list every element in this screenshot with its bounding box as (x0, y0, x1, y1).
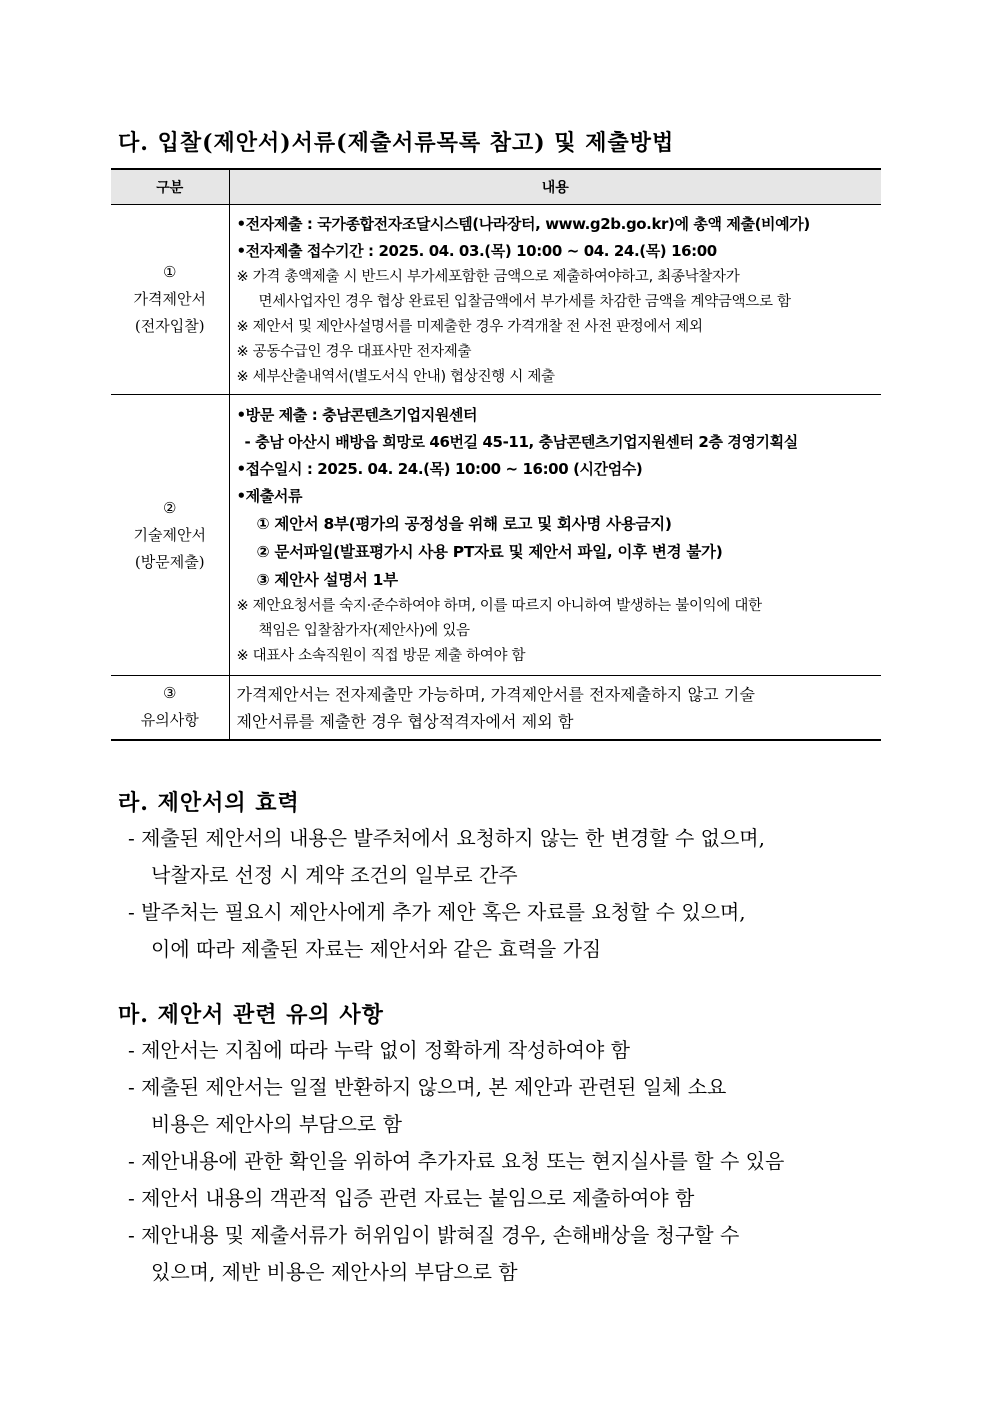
content-note: 면세사업자인 경우 협상 완료된 입찰금액에서 부가세를 차감한 금액을 계약금액으로 함 (258, 293, 791, 310)
table-row-notes (111, 676, 881, 740)
document-item: ① 제안서 8부(평가의 공정성을 위해 로고 및 회사명 사용금지) (256, 515, 672, 533)
content-line: •방문 제출 : 충남콘텐츠기업지원센터 (236, 406, 478, 424)
list-item-text: 이에 따라 제출된 자료는 제안서와 같은 효력을 가짐 (151, 937, 602, 961)
list-item (128, 1032, 630, 1069)
list-item (128, 1180, 694, 1217)
row-category-notes (111, 676, 229, 740)
list-item (128, 1217, 739, 1291)
document-item: ② 문서파일(발표평가시 사용 PT자료 및 제안서 파일, 이후 변경 불가) (256, 543, 723, 561)
row-content-price (229, 205, 881, 395)
section-ra-title: 라. 제안서의 효력 (118, 790, 300, 816)
content-line: •전자제출 접수기간 : 2025. 04. 03.(목) 10:00 ~ 04. 24.(목) 16:00 (236, 241, 717, 260)
section-da-title: 다. 입찰(제안서)서류(제출서류목록 참고) 및 제출방법 (118, 130, 675, 156)
list-item-text: - 제안서는 지침에 따라 누락 없이 정확하게 작성하여야 함 (128, 1038, 630, 1062)
row-category-technical (111, 395, 229, 676)
table-row-price-proposal (111, 205, 881, 395)
content-line: - 충남 아산시 배방읍 희망로 46번길 45-11, 충남콘텐츠기업지원센터 2층 경영기획실 (244, 433, 798, 451)
content-note: ※ 대표사 소속직원이 직접 방문 제출 하여야 함 (236, 648, 526, 664)
table-row-technical-proposal (111, 395, 881, 676)
submission-method-table (111, 168, 881, 741)
list-item-text: - 제출된 제안서는 일절 반환하지 않으며, 본 제안과 관련된 일체 소요 (128, 1075, 727, 1099)
list-item (128, 894, 746, 968)
list-item-text: - 제안서 내용의 객관적 입증 관련 자료는 붙임으로 제출하여야 함 (128, 1186, 695, 1210)
content-line: •전자제출 : 국가종합전자조달시스템(나라장터, www.g2b.go.kr)에 총액 제출(비예가) (236, 214, 810, 233)
content-note: ※ 세부산출내역서(별도서식 안내) 협상진행 시 제출 (236, 368, 555, 385)
content-note: ※ 제안요청서를 숙지·준수하여야 하며, 이를 따르지 아니하여 발생하는 불이익에 대한 (236, 598, 762, 614)
document-item: ③ 제안사 설명서 1부 (256, 571, 398, 589)
category-name: 기술제안서 (133, 525, 206, 544)
list-item-text: - 제출된 제안서의 내용은 발주처에서 요청하지 않는 한 변경할 수 없으며, (128, 826, 765, 850)
content-line: 가격제안서는 전자제출만 가능하며, 가격제안서를 전자제출하지 않고 기술 (236, 684, 756, 704)
content-note: 책임은 입찰참가자(제안사)에 있음 (258, 623, 470, 639)
list-item-text: 비용은 제안사의 부담으로 함 (151, 1112, 402, 1136)
content-note: ※ 제안서 및 제안사설명서를 미제출한 경우 가격개찰 전 사전 판정에서 제외 (236, 318, 703, 335)
category-number: ② (163, 498, 177, 517)
category-name: 가격제안서 (133, 290, 206, 308)
category-method: (방문제출) (134, 552, 205, 571)
content-line: 제안서류를 제출한 경우 협상적격자에서 제외 함 (236, 711, 574, 731)
section-ma-title: 마. 제안서 관련 유의 사항 (118, 1002, 384, 1028)
content-line: •제출서류 (236, 487, 303, 505)
list-item-text: - 제안내용에 관한 확인을 위하여 추가자료 요청 또는 현지실사를 할 수 있음 (128, 1149, 785, 1173)
list-item-text: 있으며, 제반 비용은 제안사의 부담으로 함 (151, 1260, 518, 1284)
list-item (128, 1143, 784, 1180)
list-item-text: - 발주처는 필요시 제안사에게 추가 제안 혹은 자료를 요청할 수 있으며, (128, 900, 746, 924)
list-item-text: 낙찰자로 선정 시 계약 조건의 일부로 간주 (151, 863, 518, 887)
header-content: 내용 (229, 169, 881, 205)
header-category: 구분 (111, 169, 229, 205)
list-item (128, 820, 765, 894)
category-number: ③ (163, 684, 177, 703)
row-content-technical (229, 395, 881, 676)
category-method: (전자입찰) (134, 317, 205, 335)
content-note: ※ 공동수급인 경우 대표사만 전자제출 (236, 343, 472, 360)
category-number: ① (163, 263, 177, 281)
content-line: •접수일시 : 2025. 04. 24.(목) 10:00 ~ 16:00 (시간엄수) (236, 460, 643, 478)
list-item (128, 1069, 726, 1143)
row-category-price (111, 205, 229, 395)
content-note: ※ 가격 총액제출 시 반드시 부가세포함한 금액으로 제출하여야하고, 최종낙찰자가 (236, 268, 740, 285)
list-item-text: - 제안내용 및 제출서류가 허위임이 밝혀질 경우, 손해배상을 청구할 수 (128, 1223, 740, 1247)
category-name: 유의사항 (140, 711, 199, 730)
row-content-notes (229, 676, 881, 740)
